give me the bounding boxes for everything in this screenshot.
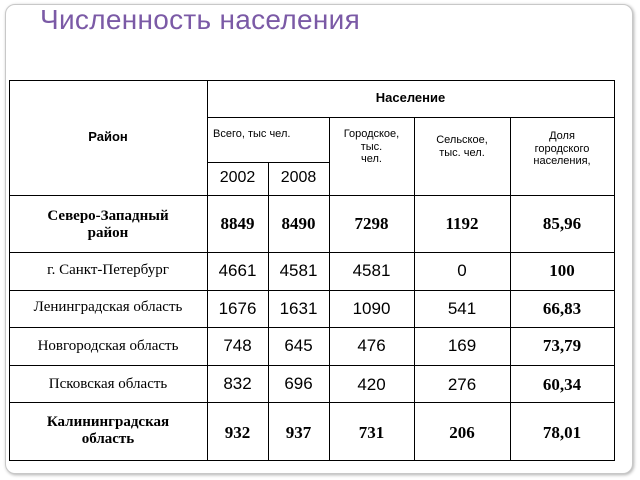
header-year-2008: 2008 <box>280 169 317 187</box>
row-name-novgorod: Новгородская область <box>37 338 179 355</box>
row-novgorod-total-2008: 645 <box>284 336 313 356</box>
slide-title: Численность населения <box>40 4 361 35</box>
row-novgorod-urban: 476 <box>357 336 386 356</box>
row-pskov-total-2002: 832 <box>223 374 252 394</box>
row-name-kaliningrad: Калининградская область <box>46 413 170 447</box>
row-pskov-urban: 420 <box>357 375 386 395</box>
row-northwest-total-2002: 8849 <box>220 214 255 234</box>
row-novgorod-total-2002: 748 <box>223 336 252 356</box>
row-northwest-total-2008: 8490 <box>281 214 316 234</box>
header-year-2002: 2002 <box>219 169 256 187</box>
row-kaliningrad-rural: 206 <box>449 423 475 443</box>
header-population: Население <box>375 90 446 106</box>
row-kaliningrad-total-2008: 937 <box>285 423 312 443</box>
row-name-leningrad: Ленинградская область <box>33 299 183 316</box>
row-name-spb: г. Санкт-Петербург <box>47 262 169 279</box>
row-northwest-urban: 7298 <box>354 214 389 234</box>
row-name-northwest: Северо-Западный район <box>47 207 169 241</box>
row-name-pskov: Псковская область <box>48 376 168 393</box>
row-novgorod-rural: 169 <box>447 336 477 356</box>
row-spb-urban: 4581 <box>352 261 391 281</box>
header-rural: Сельское, тыс. чел. <box>436 134 488 159</box>
row-spb-share: 100 <box>549 261 575 281</box>
row-northwest-share: 85,96 <box>542 214 582 234</box>
header-region: Район <box>88 129 128 145</box>
row-spb-total-2008: 4581 <box>279 261 318 281</box>
row-leningrad-rural: 541 <box>447 299 477 319</box>
row-spb-total-2002: 4661 <box>218 261 257 281</box>
row-kaliningrad-urban: 731 <box>358 423 385 443</box>
row-spb-rural: 0 <box>457 261 467 281</box>
row-leningrad-total-2008: 1631 <box>279 299 318 319</box>
row-kaliningrad-share: 78,01 <box>542 423 582 443</box>
row-leningrad-share: 66,83 <box>542 299 582 319</box>
row-leningrad-total-2002: 1676 <box>218 299 257 319</box>
row-novgorod-share: 73,79 <box>542 336 582 356</box>
row-pskov-rural: 276 <box>447 375 477 395</box>
row-northwest-rural: 1192 <box>445 214 479 234</box>
row-pskov-share: 60,34 <box>542 375 582 395</box>
header-urban: Городское, тыс. чел. <box>343 128 400 166</box>
row-pskov-total-2008: 696 <box>284 374 313 394</box>
population-table <box>9 80 615 461</box>
header-urban-share: Доля городского населения, <box>533 130 591 168</box>
header-total: Всего, тыс чел. <box>213 127 291 140</box>
row-kaliningrad-total-2002: 932 <box>224 423 251 443</box>
row-leningrad-urban: 1090 <box>352 299 391 319</box>
